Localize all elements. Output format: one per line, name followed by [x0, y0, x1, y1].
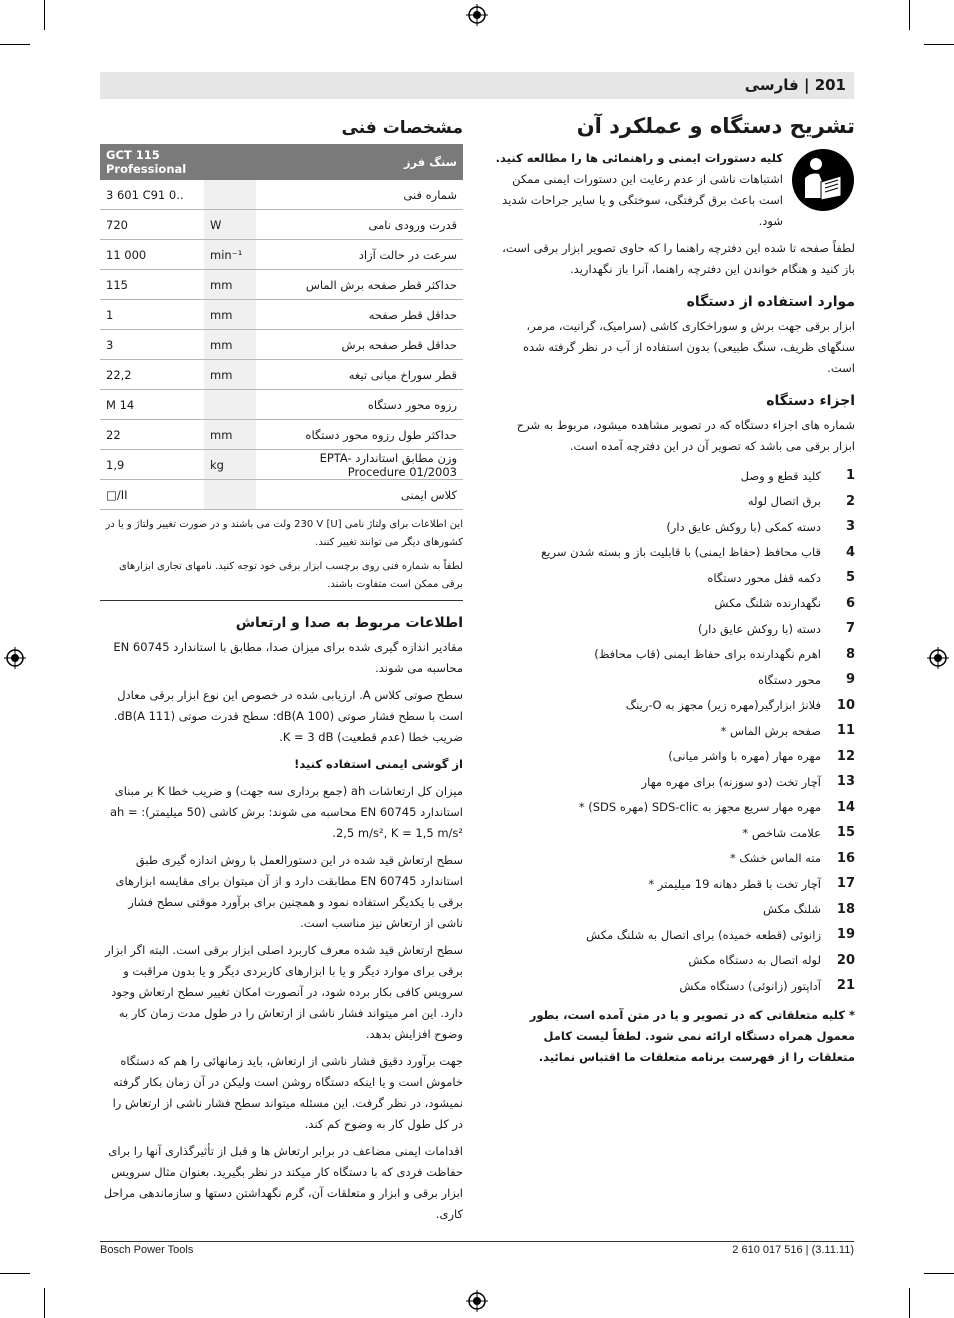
voltage-note: این اطلاعات برای ولتاژ نامی [U] 230 V ولت می باشند و در صورت تغییر ولتاژ و یا در کشورهای دیگر می توانند تغییر کنند.: [105, 519, 463, 548]
vibration-text-2: سطح ارتعاش قید شده در این دستورالعمل با روش اندازه گیری طبق استاندارد EN 60745 مطابقت دارد و از آن میتوان برای مقایسه ابزارهای برقی با یکدیگر استفاده نمود و همچنین برای برآورد موقتی سطح فشار ناشی از ارتعاش نیز مناسب است.: [115, 853, 463, 930]
page-number: 201 | فارسی: [744, 76, 846, 94]
crop-mark: [44, 0, 45, 30]
table-row: [100, 330, 463, 360]
noise-text-2: سطح صوتی کلاس A. ارزیابی شده در خصوص این نوع ابزار برقی معادل است با سطح فشار صوتی (100 dB(A: سطح قدرت صوتی (111 dB(A. ضریب خطا (عدم قطعیت) K = 3 dB.: [113, 688, 463, 744]
spec-label: وزن مطابق استاندارد EPTA-Procedure 01/2003: [256, 450, 463, 480]
part-label: فلانژ ابزارگیر(مهره زیر) مجهز به O-رینگ: [625, 698, 821, 713]
part-number: 8: [845, 646, 855, 662]
divider: [100, 600, 463, 601]
table-row: [100, 300, 463, 330]
list-item: [493, 897, 855, 923]
spec-table-header: [100, 144, 463, 180]
parts-text: شماره های اجزاء دستگاه که در تصویر مشاهده میشود، مربوط به شرح ابزار برقی می باشد که تصویر آن در این دفترچه آمده است.: [516, 418, 855, 453]
noise-text-1: مقادیر اندازه گیری شده برای میزان صدا، مطابق با استاندارد EN 60745 محاسبه می شوند.: [113, 640, 463, 675]
hearing-protection-warning: از گوشی ایمنی استفاده کنید!: [294, 757, 463, 771]
list-item: [493, 718, 855, 744]
spec-header-label: سنگ فرز: [204, 144, 463, 180]
list-item: [493, 769, 855, 795]
part-label: اهرم نگهدارنده برای حفاظ ایمنی (قاب محافظ): [594, 647, 821, 662]
part-number: 3: [845, 519, 855, 535]
intro-text: [493, 148, 783, 232]
list-item: [493, 565, 855, 591]
table-row: [100, 480, 463, 510]
part-label: قاب محافظ (حفاظ ایمنی) با قابلیت باز و بسته شدن سریع: [541, 545, 821, 560]
list-item: [493, 616, 855, 642]
spec-label: قطر سوراخ میانی تیغه: [256, 360, 463, 390]
part-label: مهره مهار سریع مجهز به SDS-clic (مهره SDS) *: [578, 800, 821, 815]
intro-bold: کلیه دستورات ایمنی و راهنمائی ها را مطالعه کنید.: [495, 151, 783, 165]
crop-mark: [44, 1288, 45, 1318]
page-header: [100, 72, 854, 99]
spec-label: رزوه محور دستگاه: [256, 390, 463, 420]
table-row: [100, 450, 463, 480]
spec-value: 11 000: [100, 240, 204, 270]
part-number: 6: [845, 595, 855, 611]
part-label: برق اتصال لوله: [747, 494, 821, 509]
list-item: [493, 795, 855, 821]
crop-mark: [0, 1273, 30, 1274]
list-item: [493, 514, 855, 540]
footer-doc-number: 2 610 017 516 | (3.11.11): [732, 1244, 854, 1256]
spec-unit: min⁻¹: [204, 240, 256, 270]
list-item: [493, 973, 855, 999]
spec-table: [100, 144, 463, 510]
spec-value: 115: [100, 270, 204, 300]
part-label: زانوئی (قطعه خمیده) برای اتصال به شلنگ مکش: [586, 927, 821, 942]
spec-value: 3: [100, 330, 204, 360]
part-label: لوله اتصال به دستگاه مکش: [688, 953, 821, 968]
article-number-note: لطفاً به شماره فنی روی برچسب ابزار برقی خود توجه کنید. نامهای تجاری ابزارهای برقی ممکن است متفاوت باشند.: [118, 561, 463, 590]
list-item: [493, 922, 855, 948]
specifications-column: [100, 114, 463, 1231]
usage-text: ابزار برقی جهت برش و سوراخکاری کاشی (سرامیک، گرانیت، مرمر، سنگهای ظریف، سنگ طبیعی) بدون استفاده از آب در نظر گرفته شده است.: [523, 319, 855, 375]
list-item: [493, 693, 855, 719]
part-label: محور دستگاه: [758, 672, 821, 687]
spec-value: 720: [100, 210, 204, 240]
part-number: 19: [836, 927, 855, 943]
part-number: 5: [845, 570, 855, 586]
part-number: 15: [836, 825, 855, 841]
spec-value: 1,9: [100, 450, 204, 480]
list-item: [493, 846, 855, 872]
part-label: دسته (با روکش عایق دار): [698, 621, 821, 636]
spec-unit: W: [204, 210, 256, 240]
part-label: شلنگ مکش: [762, 902, 821, 917]
spec-label: حداکثر قطر صفحه برش الماس: [256, 270, 463, 300]
table-row: [100, 180, 463, 210]
part-label: مته الماس خشک *: [729, 851, 821, 866]
crop-mark: [924, 44, 954, 45]
noise-title: اطلاعات مربوط به صدا و ارتعاش: [235, 615, 463, 631]
part-number: 7: [845, 621, 855, 637]
safety-intro: [493, 148, 855, 238]
spec-label: کلاس ایمنی: [256, 480, 463, 510]
list-item: [493, 948, 855, 974]
table-row: [100, 240, 463, 270]
spec-value: 22: [100, 420, 204, 450]
fold-out-note: لطفاً صفحه تا شده این دفترچه راهنما را که حاوی تصویر ابزار برقی است، باز کنید و هنگام خواندن این دفترچه راهنما، آنرا باز نگهدارید.: [502, 241, 855, 276]
part-label: دسته کمکی (با روکش عایق دار): [666, 519, 821, 534]
table-row: [100, 270, 463, 300]
part-label: علامت شاخص *: [742, 825, 821, 840]
part-number: 21: [836, 978, 855, 994]
spec-unit: mm: [204, 330, 256, 360]
spec-title: مشخصات فنی: [341, 118, 463, 138]
crop-mark: [909, 0, 910, 30]
registration-mark-icon: [927, 647, 949, 669]
part-number: 14: [836, 799, 855, 815]
spec-value: 1: [100, 300, 204, 330]
spec-label: حداکثر طول رزوه محور دستگاه: [256, 420, 463, 450]
parts-list: [493, 463, 855, 999]
part-number: 4: [845, 544, 855, 560]
table-row: [100, 210, 463, 240]
list-item: [493, 642, 855, 668]
part-number: 11: [836, 723, 855, 739]
part-number: 10: [836, 697, 855, 713]
spec-value: 3 601 C91 0..: [100, 180, 204, 210]
registration-mark-icon: [466, 1290, 488, 1312]
vibration-text-1: میزان کل ارتعاشات ah (جمع برداری سه جهت) و ضریب خطا K بر مبنای استاندارد EN 60745 محاسبه می شوند: برش کاشی (50 میلیمتر): ah = 2,5 m/s², K = 1,5 m/s².: [109, 784, 463, 840]
accessory-note: * کلیه متعلقاتی که در تصویر و یا در متن آمده است، بطور معمول همراه دستگاه ارائه نمی شود. لطفاً لیست کامل متعلقات را از فهرست برنامه متعلقات ما اقتباس نمائید.: [529, 1007, 855, 1064]
vibration-text-5: اقدامات ایمنی مضاعف در برابر ارتعاش ها و قبل از تأثیرگذاری آنها را برای حفاظت فردی که با دستگاه کار میکند در نظر بگیرید. بعنوان مثال سرویس ابزار برقی و ابزار و متعلقات آن، گرم نگهداشتن دستها و سازماندهی مراحل کاری.: [103, 1144, 463, 1221]
part-label: آچار تخت با قطر دهانه 19 میلیمتر *: [648, 876, 821, 891]
part-number: 18: [836, 901, 855, 917]
spec-unit: kg: [204, 450, 256, 480]
list-item: [493, 744, 855, 770]
part-number: 17: [836, 876, 855, 892]
footer-brand: Bosch Power Tools: [100, 1244, 194, 1256]
part-label: آداپتور (زانوئی) دستگاه مکش: [679, 978, 821, 993]
part-number: 16: [836, 850, 855, 866]
footer-divider: [100, 1241, 854, 1242]
part-label: صفحه برش الماس *: [720, 723, 821, 738]
part-number: 12: [836, 748, 855, 764]
part-label: نگهدارنده شلنگ مکش: [714, 596, 821, 611]
description-column: [493, 114, 855, 1074]
list-item: [493, 591, 855, 617]
list-item: [493, 820, 855, 846]
part-number: 1: [845, 468, 855, 484]
read-manual-icon: [791, 148, 855, 212]
spec-unit: [204, 180, 256, 210]
list-item: [493, 463, 855, 489]
registration-mark-icon: [4, 647, 26, 669]
list-item: [493, 667, 855, 693]
crop-mark: [924, 1273, 954, 1274]
table-row: [100, 420, 463, 450]
part-number: 2: [845, 493, 855, 509]
usage-title: موارد استفاده از دستگاه: [686, 294, 855, 310]
table-row: [100, 360, 463, 390]
spec-value: 22,2: [100, 360, 204, 390]
spec-unit: mm: [204, 360, 256, 390]
spec-label: قدرت ورودی نامی: [256, 210, 463, 240]
spec-unit: mm: [204, 270, 256, 300]
part-number: 20: [836, 952, 855, 968]
spec-unit: [204, 390, 256, 420]
part-label: دکمه قفل محور دستگاه: [707, 570, 821, 585]
spec-label: شماره فنی: [256, 180, 463, 210]
spec-label: سرعت در حالت آزاد: [256, 240, 463, 270]
registration-mark-icon: [466, 4, 488, 26]
part-number: 13: [836, 774, 855, 790]
vibration-text-3: سطح ارتعاش قید شده معرف کاربرد اصلی ابزار برقی است. البته اگر ابزار برقی برای موارد دیگر و یا با ابزارهای کاربردی دیگر و یا بدون مراقبت و سرویس کافی بکار برده شود، در آنصورت امکان تغییر سطح ارتعاش وجود دارد. این امر میتواند فشار ناشی از ارتعاش را در طول مدت زمان کار به وضوح افزایش بدهد.: [105, 943, 463, 1041]
crop-mark: [909, 1288, 910, 1318]
part-label: آچار تخت (دو سوزنه) برای مهره مهار: [641, 774, 821, 789]
spec-label: حداقل قطر صفحه: [256, 300, 463, 330]
list-item: [493, 489, 855, 515]
part-number: 9: [845, 672, 855, 688]
spec-label: حداقل قطر صفحه برش: [256, 330, 463, 360]
intro-body: اشتباهات ناشی از عدم رعایت این دستورات ایمنی ممکن است باعث برق گرفتگی، سوختگی و یا سایر جراحات شدید شود.: [502, 172, 783, 228]
parts-title: اجزاء دستگاه: [766, 393, 855, 409]
part-label: کلید قطع و وصل: [740, 468, 821, 483]
spec-unit: [204, 480, 256, 510]
spec-unit: mm: [204, 300, 256, 330]
spec-header-model: GCT 115 Professional: [100, 144, 204, 180]
spec-value: M 14: [100, 390, 204, 420]
spec-unit: mm: [204, 420, 256, 450]
list-item: [493, 871, 855, 897]
spec-value: □/II: [100, 480, 204, 510]
part-label: مهره مهار (مهره با واشر میانی): [668, 749, 821, 764]
table-row: [100, 390, 463, 420]
list-item: [493, 540, 855, 566]
section-title: تشریح دستگاه و عملکرد آن: [576, 114, 855, 138]
vibration-text-4: جهت برآورد دقیق فشار ناشی از ارتعاش، باید زمانهائی را هم که دستگاه خاموش است و یا اینکه دستگاه روشن است ولیکن در آن زمان بکار گرفته نمیشود، در نظر گرفت. این مسئله میتواند سطح فشار ناشی از ارتعاش را در کل طول کار به وضوح کم کند.: [112, 1054, 463, 1131]
crop-mark: [0, 44, 30, 45]
